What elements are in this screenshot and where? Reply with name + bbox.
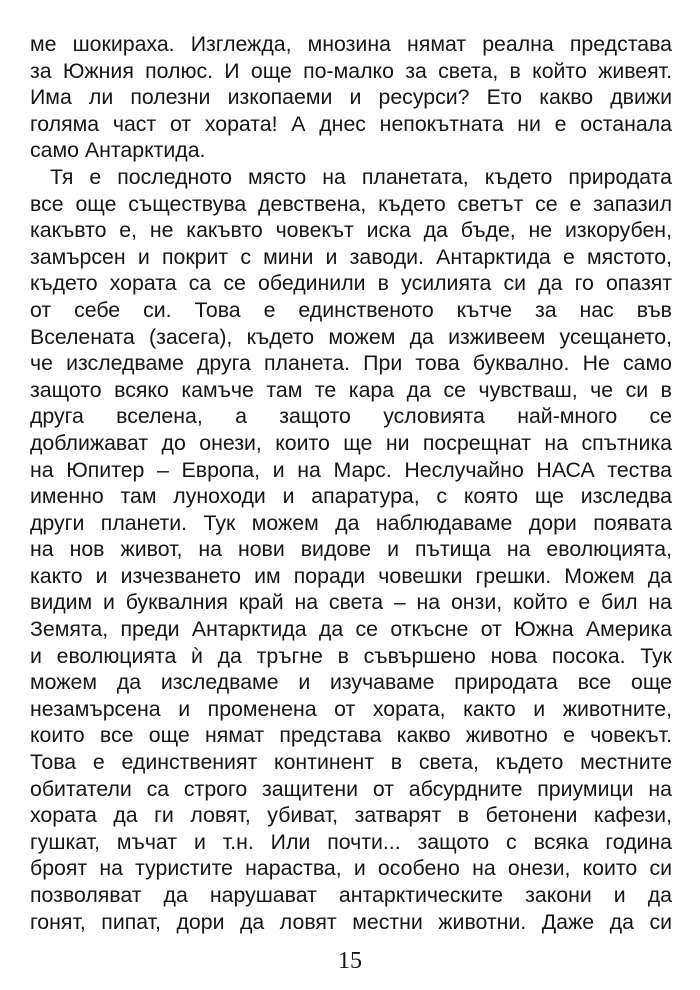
text-line: друга вселена, а защото условията най-много се [30, 404, 672, 429]
text-line: които все още нямат представа какво животно е човекът. [30, 723, 672, 748]
text-line: както и изчезването им поради човешки грешки. Можем да [30, 563, 672, 588]
text-line: където хората са се обединили в усилията си да го опазят [30, 271, 672, 296]
text-line: какъвто е, не какъвто човекът иска да бъде, не изкорубен, [30, 218, 672, 243]
text-line: Земята, преди Антарктида да се откъсне от Южна Америка [30, 617, 672, 642]
text-line: можем да изследваме и изучаваме природата все още [30, 670, 672, 695]
text-line: замърсен и покрит с мини и заводи. Антарктида е мястото, [30, 244, 672, 269]
text-line: защото всяко камъче там те кара да се чувстваш, че си в [30, 377, 672, 402]
body-text [30, 31, 672, 935]
text-line: други планети. Тук можем да наблюдаваме дори появата [30, 510, 672, 535]
text-line: голяма част от хората! А днес непокътната ни е останала [30, 111, 672, 136]
text-line: обитатели са строго защитени от абсурдните приумици на [30, 776, 672, 801]
text-line: хората да ги ловят, убиват, затварят в бетонени кафези, [30, 803, 672, 828]
text-line: Има ли полезни изкопаеми и ресурси? Ето какво движи [30, 85, 672, 110]
text-line: на Юпитер – Европа, и на Марс. Неслучайно НАСА тества [30, 457, 672, 482]
text-line: от себе си. Това е единственото кътче за нас във [30, 297, 672, 322]
text-line: на нов живот, на нови видове и пътища на еволюцията, [30, 537, 672, 562]
text-line: за Южния полюс. И още по-малко за света, в който живеят. [30, 58, 672, 83]
text-line: доближават до онези, които ще ни посрещнат на спътника [30, 430, 672, 455]
text-line: незамърсена и променена от хората, както и животните, [30, 696, 672, 721]
text-line: броят на туристите нараства, и особено на онези, които си [30, 856, 672, 881]
text-line: гушкат, мъчат и т.н. Или почти... защото с всяка година [30, 829, 672, 854]
text-line: гонят, пипат, дори да ловят местни животни. Даже да си [30, 909, 672, 934]
text-line: само Антарктида. [30, 138, 206, 163]
text-line: Вселената (засега), където можем да изживеем усещането, [30, 324, 672, 349]
text-line: именно там луноходи и апаратура, с която ще изследва [30, 484, 672, 509]
text-line: че изследваме друга планета. При това буквално. Не само [30, 351, 672, 376]
text-line: ме шокираха. Изглежда, мнозина нямат реална представа [30, 32, 672, 56]
text-line: позволяват да нарушават антарктическите закони и да [30, 883, 672, 907]
text-line: Това е единственият континент в света, където местните [30, 750, 672, 775]
text-line: видим и буквалния край на света – на онзи, който е бил на [30, 590, 672, 615]
paragraph-first-line: Тя е последното място на планетата, където природата [50, 164, 672, 189]
page-number: 15 [338, 948, 362, 974]
text-line: все още съществува девствена, където светът се е запазил [30, 191, 672, 216]
text-line: и еволюцията ѝ да тръгне в съвършено нова посока. Тук [30, 643, 672, 668]
